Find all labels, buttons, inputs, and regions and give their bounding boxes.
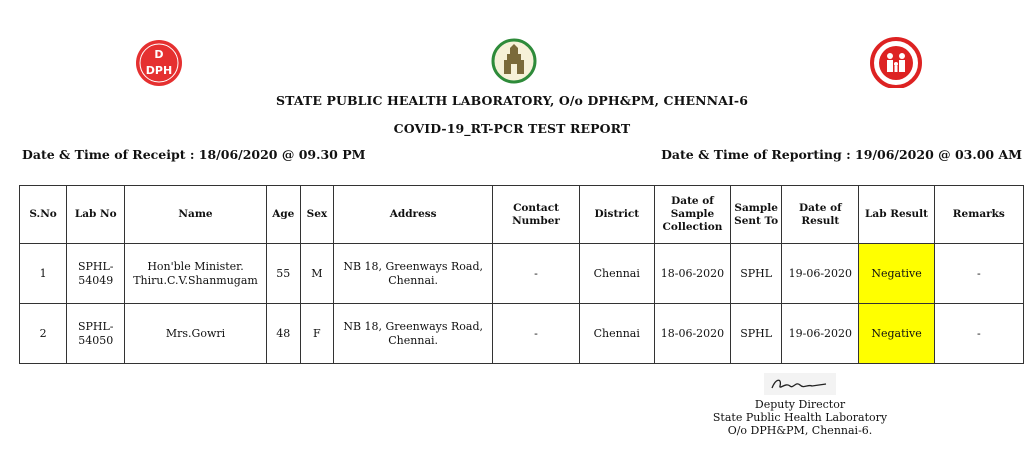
- cell-age: 55: [266, 244, 300, 304]
- dph-logo: [132, 38, 186, 88]
- signature-office: O/o DPH&PM, Chennai-6.: [727, 424, 873, 437]
- col-age: Age: [266, 186, 300, 244]
- cell-name: Mrs.Gowri: [125, 304, 266, 364]
- cell-collection-date: 18-06-2020: [654, 244, 730, 304]
- cell-address: NB 18, Greenways Road, Chennai.: [333, 244, 492, 304]
- cell-name: Hon'ble Minister. Thiru.C.V.Shanmugam: [125, 244, 266, 304]
- col-contact: Contact Number: [493, 186, 579, 244]
- cell-result-date: 19-06-2020: [782, 244, 859, 304]
- cell-address: NB 18, Greenways Road, Chennai.: [333, 304, 492, 364]
- cell-sno: 2: [20, 304, 67, 364]
- cell-sent-to: SPHL: [731, 244, 782, 304]
- col-sno: S.No: [20, 186, 67, 244]
- receipt-datetime: Date & Time of Receipt : 18/06/2020 @ 09.30 PM: [22, 147, 366, 162]
- signature-block: [700, 372, 900, 437]
- cell-result-date: 19-06-2020: [782, 304, 859, 364]
- cell-sex: F: [300, 304, 333, 364]
- col-collection-date: Date of Sample Collection: [654, 186, 730, 244]
- cell-age: 48: [266, 304, 300, 364]
- cell-lab-no: SPHL- 54050: [67, 304, 125, 364]
- col-sex: Sex: [300, 186, 333, 244]
- table-row: [20, 304, 1024, 364]
- col-lab-no: Lab No: [67, 186, 125, 244]
- table-row: [20, 244, 1024, 304]
- col-sent-to: Sample Sent To: [731, 186, 782, 244]
- col-result-date: Date of Result: [782, 186, 859, 244]
- cell-sex: M: [300, 244, 333, 304]
- svg-text:DPH: DPH: [145, 64, 173, 77]
- col-name: Name: [125, 186, 266, 244]
- svg-text:D: D: [154, 48, 164, 61]
- tamil-nadu-emblem: [490, 38, 538, 84]
- cell-district: Chennai: [579, 304, 654, 364]
- col-address: Address: [333, 186, 492, 244]
- col-remarks: Remarks: [934, 186, 1023, 244]
- report-title: COVID-19_RT-PCR TEST REPORT: [393, 121, 631, 136]
- cell-sno: 1: [20, 244, 67, 304]
- lab-name-heading: STATE PUBLIC HEALTH LABORATORY, O/o DPH&PM, CHENNAI-6: [276, 93, 748, 108]
- reporting-datetime: Date & Time of Reporting : 19/06/2020 @ 03.00 AM: [661, 147, 1022, 162]
- test-report-table: [19, 185, 1024, 364]
- cell-contact: -: [493, 304, 579, 364]
- cell-remarks: -: [934, 244, 1023, 304]
- signature-image: [760, 372, 840, 396]
- cell-collection-date: 18-06-2020: [654, 304, 730, 364]
- col-lab-result: Lab Result: [859, 186, 934, 244]
- signature-organization: State Public Health Laboratory: [712, 411, 888, 424]
- cell-contact: -: [493, 244, 579, 304]
- cell-sent-to: SPHL: [731, 304, 782, 364]
- cell-district: Chennai: [579, 244, 654, 304]
- cell-lab-result: Negative: [859, 244, 934, 304]
- col-district: District: [579, 186, 654, 244]
- signature-title: Deputy Director: [754, 398, 846, 411]
- cell-lab-no: SPHL- 54049: [67, 244, 125, 304]
- national-health-mission-logo: [866, 36, 926, 88]
- cell-remarks: -: [934, 304, 1023, 364]
- table-header-row: [20, 186, 1024, 244]
- cell-lab-result: Negative: [859, 304, 934, 364]
